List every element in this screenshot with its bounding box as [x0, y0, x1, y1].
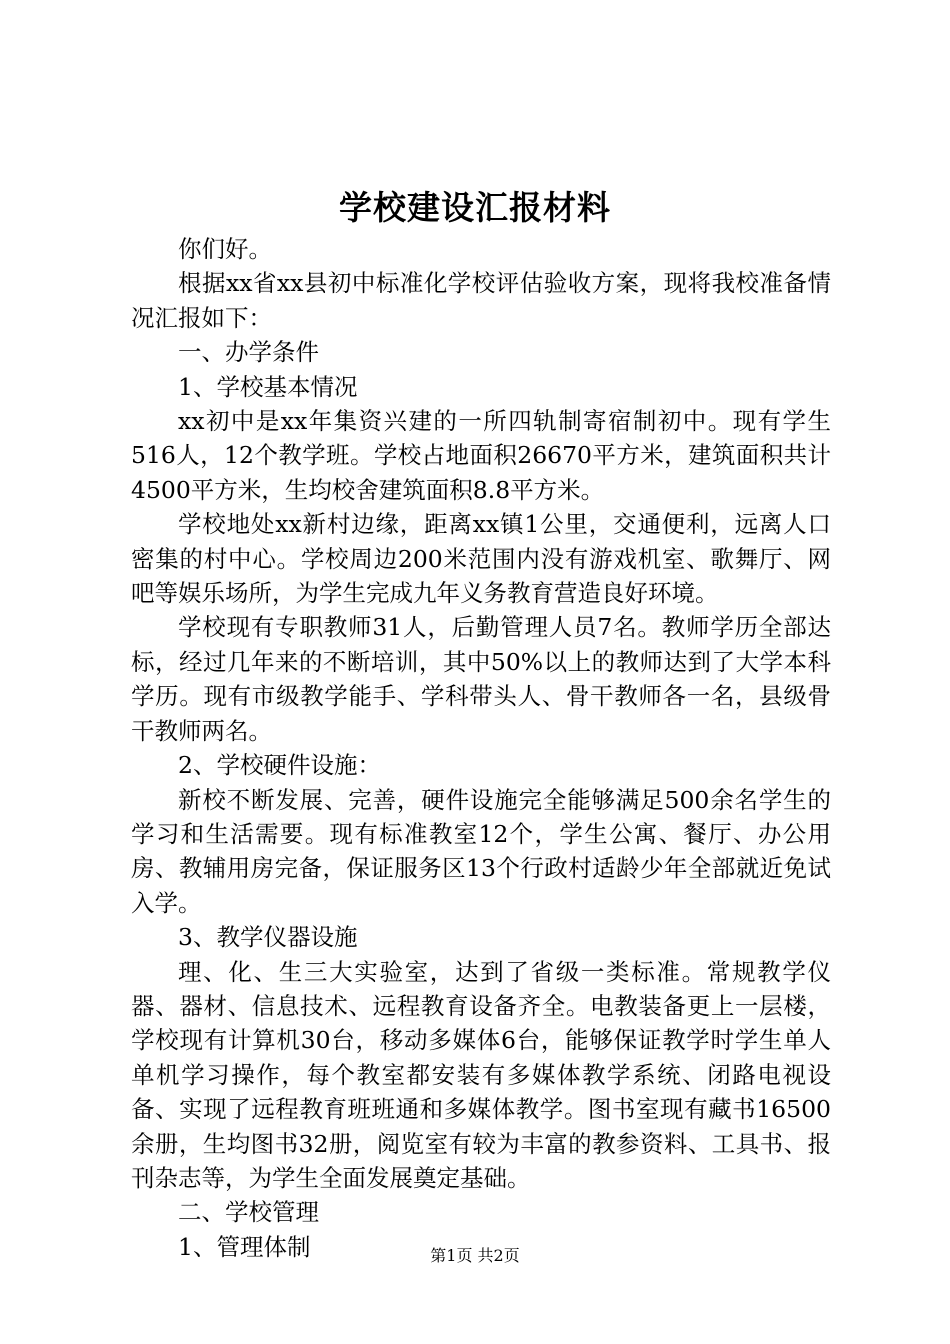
- document-title: 学校建设汇报材料: [339, 188, 611, 227]
- body-paragraph: 理、化、生三大实验室，达到了省级一类标准。常规教学仪器、器材、信息技术、远程教育设备齐全。电教装备更上一层楼，学校现有计算机30台，移动多媒体6台，能够保证教学时学生单人单机学习操作，每个教室都安装有多媒体教学系统、闭路电视设备、实现了远程教育班班通和多媒体教学。图书室现有藏书16500余册，生均图书32册，阅览室有较为丰富的教参资料、工具书、报刊杂志等，为学生全面发展奠定基础。: [131, 957, 831, 1192]
- body-paragraph: 学校现有专职教师31人，后勤管理人员7名。教师学历全部达标，经过几年来的不断培训，其中50%以上的教师达到了大学本科学历。现有市级教学能手、学科带头人、骨干教师各一名，县级骨干教师两名。: [131, 613, 831, 745]
- page-number-footer: 第1页 共2页: [430, 1246, 520, 1265]
- body-paragraph: 新校不断发展、完善，硬件设施完全能够满足500余名学生的学习和生活需要。现有标准教室12个，学生公寓、餐厅、办公用房、教辅用房完备，保证服务区13个行政村适龄少年全部就近免试入学。: [131, 785, 831, 917]
- subsection-heading: 3、教学仪器设施: [178, 923, 358, 952]
- section-heading: 二、学校管理: [178, 1198, 319, 1227]
- section-heading: 一、办学条件: [178, 338, 319, 367]
- document-body: [131, 232, 831, 1264]
- body-paragraph: xx初中是xx年集资兴建的一所四轨制寄宿制初中。现有学生516人，12个教学班。学校占地面积26670平方米，建筑面积共计4500平方米，生均校舍建筑面积8.8平方米。: [131, 407, 831, 504]
- body-paragraph: 学校地处xx新村边缘，距离xx镇1公里，交通便利，远离人口密集的村中心。学校周边200米范围内没有游戏机室、歌舞厅、网吧等娱乐场所，为学生完成九年义务教育营造良好环境。: [131, 510, 831, 608]
- subsection-heading: 1、学校基本情况: [178, 372, 358, 401]
- subsection-heading: 1、管理体制: [178, 1232, 311, 1261]
- intro-paragraph: 根据xx省xx县初中标准化学校评估验收方案，现将我校准备情况汇报如下：: [131, 269, 831, 332]
- subsection-heading: 2、学校硬件设施：: [178, 751, 381, 780]
- greeting-paragraph: 你们好。: [178, 235, 272, 263]
